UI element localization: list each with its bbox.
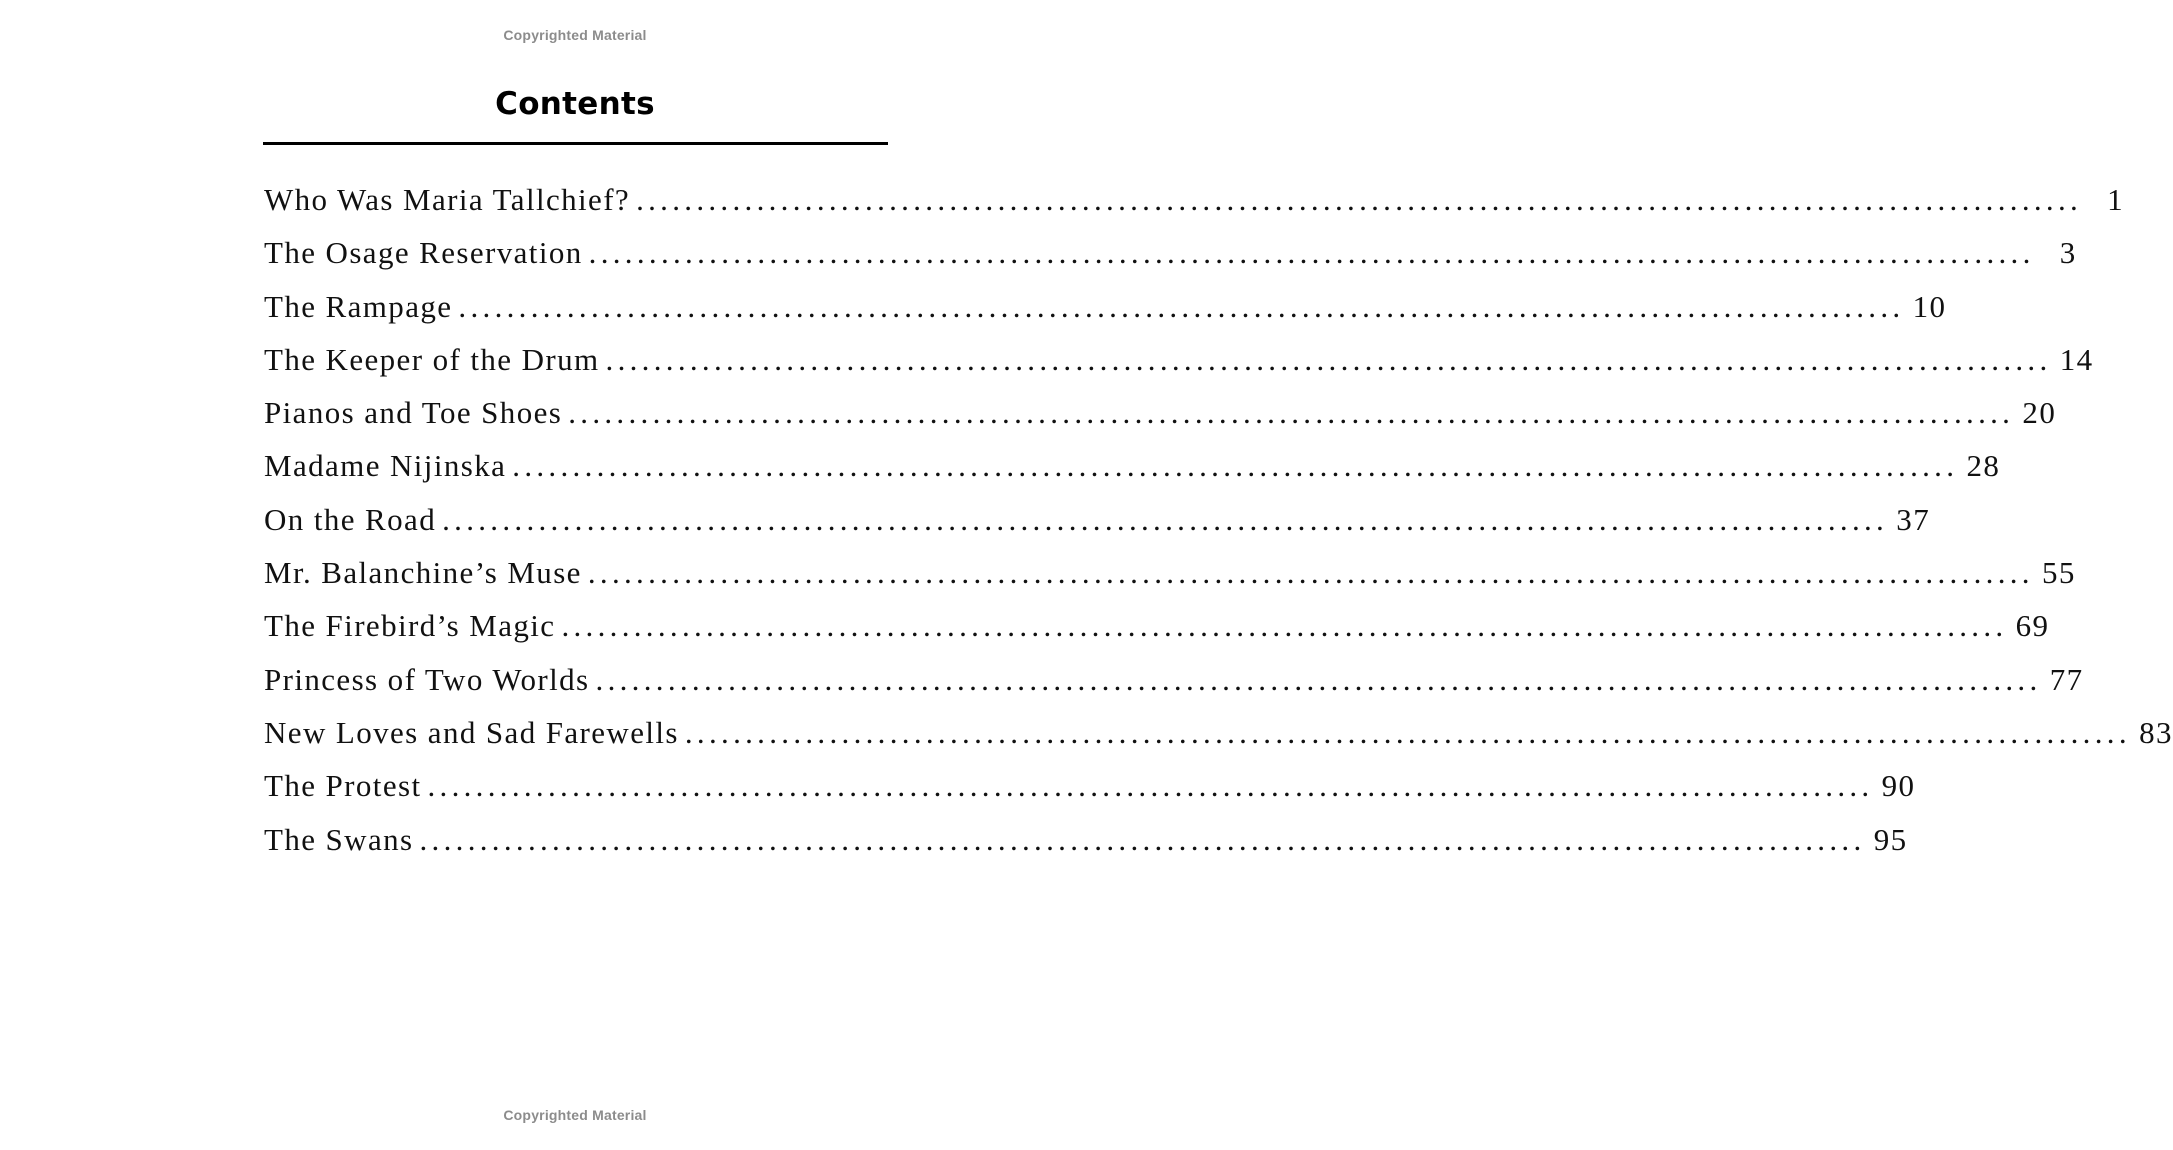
dot-leader: ........................................................................................................................ bbox=[568, 395, 2015, 431]
toc-entry-page: 90 bbox=[1881, 768, 1916, 804]
toc-entry-page: 77 bbox=[2049, 661, 2084, 697]
toc-entry-title: Pianos and Toe Shoes bbox=[264, 395, 563, 431]
toc-entry bbox=[264, 714, 2173, 768]
toc-entry-title: Who Was Maria Tallchief? bbox=[264, 182, 631, 217]
toc-entry bbox=[264, 395, 2057, 448]
toc-entry bbox=[264, 608, 2050, 661]
dot-leader: ........................................................................................................................ bbox=[605, 341, 2052, 377]
toc-entry bbox=[264, 661, 2084, 715]
toc-entry-title: New Loves and Sad Farewells bbox=[264, 714, 679, 750]
toc-entry-title: Mr. Balanchine’s Muse bbox=[264, 555, 582, 591]
toc-entry bbox=[264, 235, 2077, 288]
table-of-contents bbox=[264, 182, 2173, 875]
toc-entry-page: 37 bbox=[1896, 501, 1931, 537]
toc-entry bbox=[264, 555, 2076, 608]
dot-leader: ........................................................................................................................ bbox=[595, 661, 2042, 697]
toc-entry-title: Madame Nijinska bbox=[264, 448, 507, 484]
toc-entry-page: 1 bbox=[2107, 182, 2125, 217]
page-title: Contents bbox=[495, 86, 655, 122]
toc-entry bbox=[264, 768, 1916, 821]
dot-leader: ........................................................................................................................ bbox=[587, 555, 2034, 591]
toc-entry-page: 55 bbox=[2042, 555, 2076, 591]
toc-entry bbox=[264, 821, 1908, 875]
dot-leader: ........................................................................................................................ bbox=[427, 768, 1874, 804]
toc-entry-page: 3 bbox=[2059, 235, 2077, 271]
toc-entry-page: 10 bbox=[1912, 288, 1947, 324]
toc-entry-page: 95 bbox=[1873, 821, 1908, 857]
dot-leader: ........................................................................................................................ bbox=[684, 714, 2131, 750]
toc-entry-title: The Swans bbox=[264, 821, 414, 857]
dot-leader: ........................................................................................................................ bbox=[512, 448, 1959, 484]
dot-leader: ........................................................................................................................ bbox=[419, 821, 1866, 857]
toc-entry-title: The Osage Reservation bbox=[264, 235, 583, 271]
toc-entry-title: The Rampage bbox=[264, 288, 453, 324]
dot-leader: ........................................................................................................................ bbox=[588, 235, 2035, 271]
toc-entry-page: 20 bbox=[2022, 395, 2057, 431]
dot-leader: ........................................................................................................................ bbox=[636, 182, 2083, 217]
toc-entry-title: Princess of Two Worlds bbox=[264, 661, 590, 697]
toc-entry-page: 83 bbox=[2139, 714, 2173, 750]
copyright-watermark-bottom: Copyrighted Material bbox=[503, 1107, 647, 1123]
toc-entry bbox=[264, 341, 2094, 395]
toc-entry bbox=[264, 182, 2125, 235]
toc-entry-title: On the Road bbox=[264, 501, 437, 537]
dot-leader: ........................................................................................................................ bbox=[561, 608, 2008, 644]
toc-entry-page: 14 bbox=[2059, 341, 2094, 377]
toc-entry bbox=[264, 448, 2001, 501]
toc-entry-page: 28 bbox=[1966, 448, 2001, 484]
dot-leader: ........................................................................................................................ bbox=[458, 288, 1905, 324]
toc-entry bbox=[264, 501, 1931, 555]
toc-entry bbox=[264, 288, 1947, 342]
toc-entry-page: 69 bbox=[2015, 608, 2050, 644]
copyright-watermark-top: Copyrighted Material bbox=[503, 27, 647, 43]
dot-leader: ........................................................................................................................ bbox=[442, 501, 1889, 537]
toc-entry-title: The Protest bbox=[264, 768, 422, 804]
toc-entry-title: The Keeper of the Drum bbox=[264, 341, 600, 377]
toc-entry-title: The Firebird’s Magic bbox=[264, 608, 556, 644]
title-divider bbox=[263, 142, 888, 145]
